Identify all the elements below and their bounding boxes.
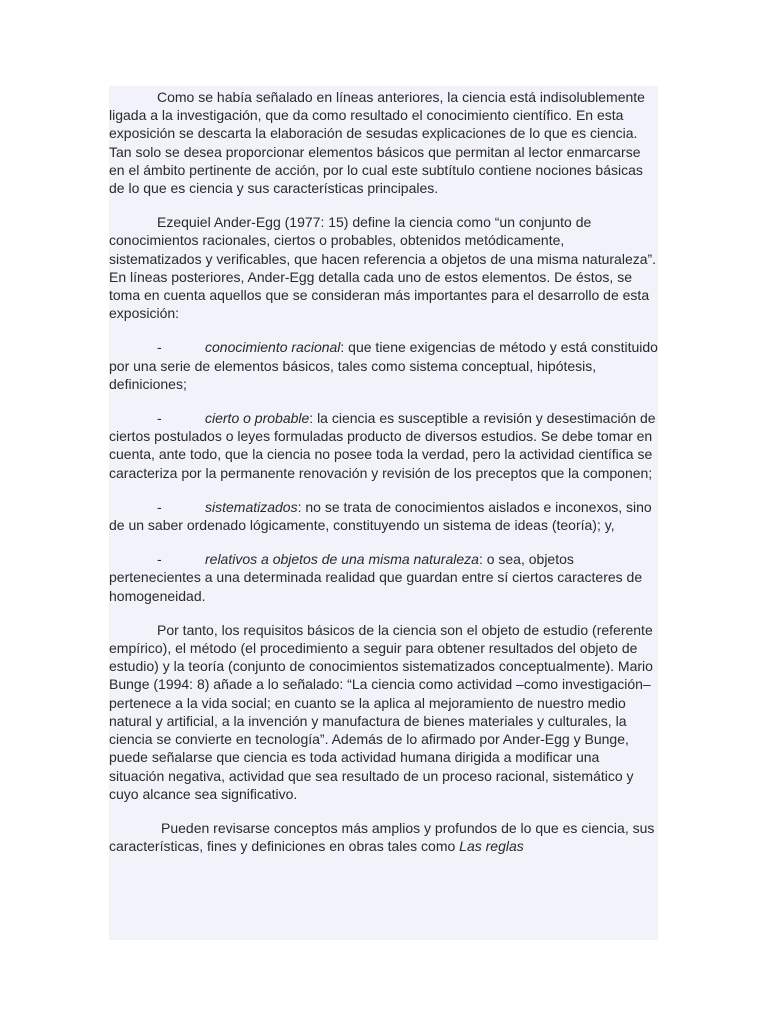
bullet-marker: - <box>157 551 162 568</box>
bullet-text: : que tiene exigencias de método y está constituido por una serie de elementos básicos, tales como sistema conceptual, hipótesis, definiciones; <box>109 339 658 392</box>
further-reading-text: Pueden revisarse conceptos más amplios y profundos de lo que es ciencia, sus características, fines y definiciones en obras tales como <box>109 819 655 855</box>
bullet-marker: - <box>157 410 162 427</box>
paragraph-intro: Como se había señalado en líneas anteriores, la ciencia está indisolublemente ligada a la investigación, que da como resultado el conocimiento científico. En esta exposición se descarta la elaboración de sesudas explicaciones de lo que es ciencia. Tan solo se desea proporcionar elementos básicos que permitan al lector enmarcarse en el ámbito pertinente de acción, por lo cual este subtítulo contiene nociones básicas de lo que es ciencia y sus características principales. <box>109 89 645 197</box>
bullet-term: cierto o probable <box>205 410 310 427</box>
paragraph-requirements: Por tanto, los requisitos básicos de la ciencia son el objeto de estudio (referente empírico), el método (el procedimiento a seguir para obtener resultados del objeto de estudio) y la teoría (conjunto de conocimientos sistematizados conceptualmente). Mario Bunge (1994: 8) añade a lo señalado: “La ciencia como actividad –como investigación– pertenece a la vida social; en cuanto se la aplica al mejoramiento de nuestro medio natural y artificial, a la invención y manufactura de bienes materiales y culturales, la ciencia se convierte en tecnología”. Además de lo afirmado por Ander-Egg y Bunge, puede señalarse que ciencia es toda actividad humana dirigida a modificar una situación negativa, actividad que sea resultado de un proceso racional, sistemático y cuyo alcance sea significativo. <box>109 621 653 802</box>
further-reading-title: Las reglas <box>459 838 524 855</box>
paragraph-ander-egg-definition: Ezequiel Ander-Egg (1977: 15) define la ciencia como “un conjunto de conocimientos racionales, ciertos o probables, obtenidos metódicamente, sistematizados y verificables, que hacen referencia a objetos de una misma naturaleza”. En líneas posteriores, Ander-Egg detalla cada uno de estos elementos. De éstos, se toma en cuenta aquellos que se consideran más importantes para el desarrollo de esta exposición: <box>109 214 657 322</box>
bullet-text: : o sea, objetos pertenecientes a una determinada realidad que guardan entre sí ciertos caracteres de homogeneidad. <box>109 551 643 604</box>
paragraph-further-reading <box>109 819 658 855</box>
document-page <box>109 86 658 940</box>
bullet-text: : la ciencia es susceptible a revisión y desestimación de ciertos postulados o leyes formuladas producto de diversos estudios. Se debe tomar en cuenta, ante todo, que la ciencia no posee toda la verdad, pero la actividad científica se caracteriza por la permanente renovación y revisión de los preceptos que la componen; <box>109 410 656 481</box>
bullet-item <box>109 550 658 605</box>
bullet-item <box>109 409 658 482</box>
bullet-marker: - <box>157 339 162 356</box>
bullet-term: relativos a objetos de una misma naturaleza <box>205 551 479 568</box>
bullet-term: conocimiento racional <box>205 339 341 356</box>
bullet-term: sistematizados <box>205 498 298 515</box>
bullet-text: : no se trata de conocimientos aislados e inconexos, sino de un saber ordenado lógicamente, constituyendo un sistema de ideas (teoría); y, <box>109 498 652 534</box>
bullet-item <box>109 338 658 393</box>
bullet-marker: - <box>157 498 162 515</box>
bullet-item <box>109 498 658 534</box>
